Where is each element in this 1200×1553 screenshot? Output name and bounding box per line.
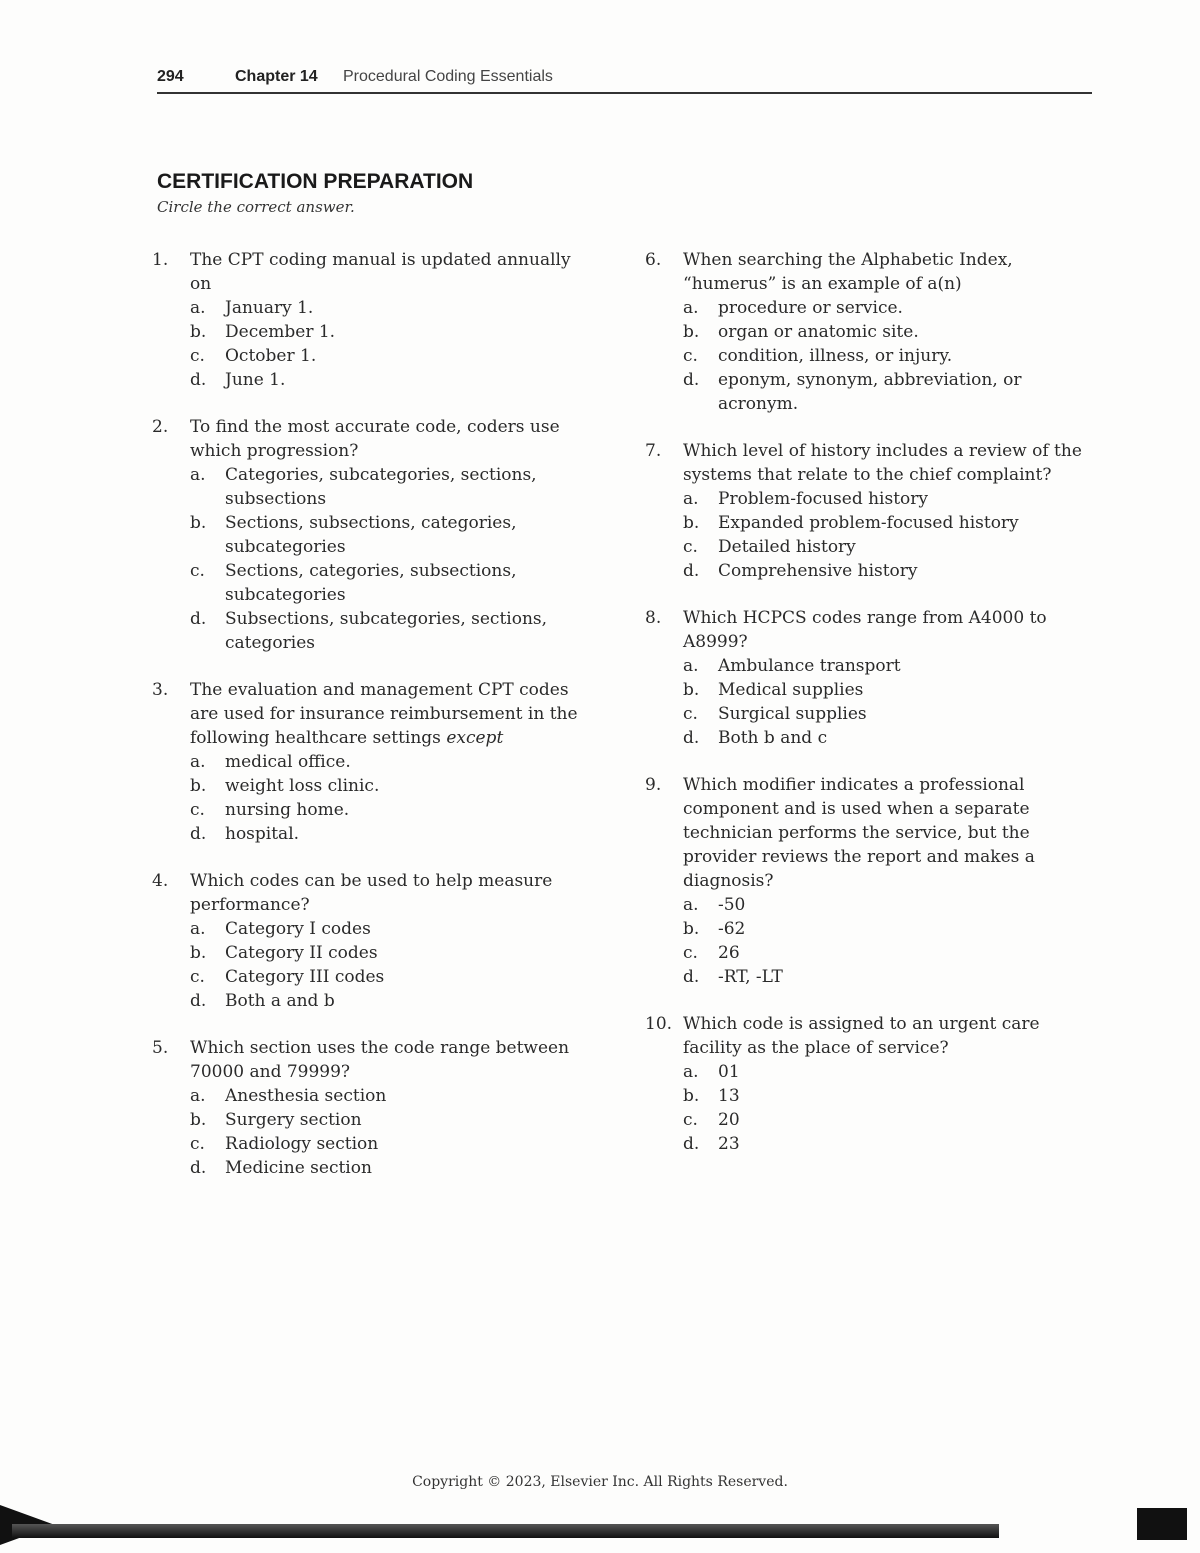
option-text: Both a and b bbox=[225, 991, 335, 1011]
option-text: weight loss clinic. bbox=[225, 776, 380, 796]
option-text: 23 bbox=[718, 1134, 740, 1154]
answer-option[interactable] bbox=[152, 559, 592, 607]
answer-option[interactable] bbox=[152, 1156, 592, 1180]
answer-option[interactable] bbox=[152, 1084, 592, 1108]
option-letter: c. bbox=[683, 943, 698, 963]
scan-corner-mark bbox=[1137, 1508, 1187, 1540]
question-7 bbox=[645, 439, 1085, 583]
answer-option[interactable] bbox=[645, 893, 1085, 917]
option-letter: c. bbox=[190, 1134, 205, 1154]
option-text: -62 bbox=[718, 919, 746, 939]
answer-option[interactable] bbox=[152, 511, 592, 559]
question-2 bbox=[152, 415, 592, 655]
answer-option[interactable] bbox=[645, 1108, 1085, 1132]
option-letter: c. bbox=[190, 346, 205, 366]
answer-option[interactable] bbox=[645, 1084, 1085, 1108]
option-text: organ or anatomic site. bbox=[718, 322, 919, 342]
question-text: Which codes can be used to help measure performance? bbox=[190, 871, 553, 915]
question-5 bbox=[152, 1036, 592, 1180]
question-9 bbox=[645, 773, 1085, 989]
answer-option[interactable] bbox=[645, 1060, 1085, 1084]
question-column-left bbox=[152, 248, 592, 1203]
question-number: 8. bbox=[645, 608, 662, 628]
question-number: 3. bbox=[152, 680, 169, 700]
page-header bbox=[157, 66, 1092, 94]
question-text: The CPT coding manual is updated annually on bbox=[190, 250, 571, 294]
question-text: Which modifier indicates a professional component and is used when a separate technician performs the service, but the provider reviews the report and makes a diagnosis? bbox=[683, 775, 1035, 891]
question-number: 2. bbox=[152, 417, 169, 437]
answer-option[interactable] bbox=[645, 487, 1085, 511]
option-letter: c. bbox=[683, 704, 698, 724]
option-text: 20 bbox=[718, 1110, 740, 1130]
option-text: Category II codes bbox=[225, 943, 378, 963]
answer-option[interactable] bbox=[645, 917, 1085, 941]
option-text: October 1. bbox=[225, 346, 317, 366]
option-letter: b. bbox=[190, 513, 207, 533]
option-text: hospital. bbox=[225, 824, 300, 844]
answer-option[interactable] bbox=[152, 344, 592, 368]
answer-option[interactable] bbox=[645, 535, 1085, 559]
question-text: Which section uses the code range between 70000 and 79999? bbox=[190, 1038, 570, 1082]
question-4 bbox=[152, 869, 592, 1013]
option-text: Detailed history bbox=[718, 537, 856, 557]
option-letter: b. bbox=[190, 1110, 207, 1130]
option-text: 01 bbox=[718, 1062, 740, 1082]
answer-option[interactable] bbox=[645, 678, 1085, 702]
option-text: Both b and c bbox=[718, 728, 828, 748]
answer-option[interactable] bbox=[645, 654, 1085, 678]
answer-option[interactable] bbox=[645, 296, 1085, 320]
answer-option[interactable] bbox=[645, 559, 1085, 583]
option-text: June 1. bbox=[225, 370, 286, 390]
option-letter: c. bbox=[190, 800, 205, 820]
option-text: Surgery section bbox=[225, 1110, 362, 1130]
answer-option[interactable] bbox=[645, 320, 1085, 344]
answer-option[interactable] bbox=[645, 965, 1085, 989]
option-letter: d. bbox=[190, 370, 207, 390]
option-text: nursing home. bbox=[225, 800, 350, 820]
option-letter: b. bbox=[190, 776, 207, 796]
question-number: 10. bbox=[645, 1014, 673, 1034]
option-text: Sections, categories, subsections, subcategories bbox=[225, 561, 517, 605]
scan-bottom-bar bbox=[12, 1524, 999, 1538]
answer-option[interactable] bbox=[645, 941, 1085, 965]
option-text: Category III codes bbox=[225, 967, 385, 987]
option-letter: b. bbox=[683, 1086, 700, 1106]
option-letter: a. bbox=[190, 1086, 206, 1106]
option-letter: a. bbox=[190, 919, 206, 939]
answer-option[interactable] bbox=[152, 368, 592, 392]
option-letter: b. bbox=[190, 943, 207, 963]
answer-option[interactable] bbox=[152, 607, 592, 655]
option-letter: a. bbox=[683, 656, 699, 676]
option-letter: d. bbox=[683, 1134, 700, 1154]
option-letter: a. bbox=[683, 489, 699, 509]
option-text: Problem-focused history bbox=[718, 489, 929, 509]
option-letter: d. bbox=[190, 991, 207, 1011]
option-text: Comprehensive history bbox=[718, 561, 918, 581]
answer-option[interactable] bbox=[152, 750, 592, 774]
question-1 bbox=[152, 248, 592, 392]
question-column-right bbox=[645, 248, 1085, 1179]
answer-option[interactable] bbox=[645, 726, 1085, 750]
answer-option[interactable] bbox=[152, 798, 592, 822]
option-text: December 1. bbox=[225, 322, 336, 342]
question-number: 6. bbox=[645, 250, 662, 270]
question-6 bbox=[645, 248, 1085, 416]
question-10 bbox=[645, 1012, 1085, 1156]
option-text: Medical supplies bbox=[718, 680, 864, 700]
question-3 bbox=[152, 678, 592, 846]
option-letter: a. bbox=[190, 752, 206, 772]
option-letter: a. bbox=[683, 1062, 699, 1082]
answer-option[interactable] bbox=[645, 511, 1085, 535]
answer-option[interactable] bbox=[152, 320, 592, 344]
option-text: condition, illness, or injury. bbox=[718, 346, 953, 366]
answer-option[interactable] bbox=[152, 774, 592, 798]
option-letter: d. bbox=[190, 824, 207, 844]
question-number: 7. bbox=[645, 441, 662, 461]
option-text: 13 bbox=[718, 1086, 740, 1106]
page-number: 294 bbox=[157, 68, 184, 85]
answer-option[interactable] bbox=[152, 1108, 592, 1132]
answer-option[interactable] bbox=[645, 702, 1085, 726]
question-number: 5. bbox=[152, 1038, 169, 1058]
option-letter: d. bbox=[683, 967, 700, 987]
option-text: 26 bbox=[718, 943, 740, 963]
option-letter: d. bbox=[683, 561, 700, 581]
answer-option[interactable] bbox=[152, 1132, 592, 1156]
option-letter: b. bbox=[683, 322, 700, 342]
option-letter: d. bbox=[190, 609, 207, 629]
option-text: -RT, -LT bbox=[718, 967, 783, 987]
option-letter: d. bbox=[683, 728, 700, 748]
question-text: To find the most accurate code, coders use which progression? bbox=[190, 417, 560, 461]
answer-option[interactable] bbox=[152, 296, 592, 320]
answer-option[interactable] bbox=[645, 344, 1085, 368]
option-letter: c. bbox=[683, 346, 698, 366]
answer-option[interactable] bbox=[645, 1132, 1085, 1156]
section-instruction: Circle the correct answer. bbox=[157, 198, 355, 216]
option-text: Radiology section bbox=[225, 1134, 379, 1154]
question-number: 1. bbox=[152, 250, 169, 270]
option-text: -50 bbox=[718, 895, 746, 915]
option-letter: d. bbox=[190, 1158, 207, 1178]
option-text: medical office. bbox=[225, 752, 351, 772]
option-text: Subsections, subcategories, sections, categories bbox=[225, 609, 548, 653]
question-text: The evaluation and management CPT codes are used for insurance reimbursement in the following healthcare settings bbox=[190, 680, 578, 748]
option-letter: c. bbox=[190, 561, 205, 581]
answer-option[interactable] bbox=[645, 368, 1085, 416]
option-letter: c. bbox=[683, 1110, 698, 1130]
option-letter: a. bbox=[190, 465, 206, 485]
answer-option[interactable] bbox=[152, 463, 592, 511]
option-text: Ambulance transport bbox=[718, 656, 901, 676]
question-text: Which code is assigned to an urgent care facility as the place of service? bbox=[683, 1014, 1040, 1058]
copyright-footer: Copyright © 2023, Elsevier Inc. All Rights Reserved. bbox=[412, 1474, 788, 1490]
question-number: 9. bbox=[645, 775, 662, 795]
option-letter: b. bbox=[190, 322, 207, 342]
option-text: Anesthesia section bbox=[225, 1086, 387, 1106]
answer-option[interactable] bbox=[152, 989, 592, 1013]
option-text: Expanded problem-focused history bbox=[718, 513, 1019, 533]
question-text: When searching the Alphabetic Index, “humerus” is an example of a(n) bbox=[683, 250, 1013, 294]
option-letter: c. bbox=[190, 967, 205, 987]
option-text: Medicine section bbox=[225, 1158, 372, 1178]
question-number: 4. bbox=[152, 871, 169, 891]
option-letter: a. bbox=[683, 895, 699, 915]
answer-option[interactable] bbox=[152, 917, 592, 941]
option-letter: a. bbox=[190, 298, 206, 318]
option-letter: b. bbox=[683, 919, 700, 939]
answer-option[interactable] bbox=[152, 941, 592, 965]
section-title: CERTIFICATION PREPARATION bbox=[157, 170, 474, 193]
question-emphasis: except bbox=[446, 728, 504, 748]
option-text: eponym, synonym, abbreviation, or acronym. bbox=[718, 370, 1022, 414]
chapter-title: Procedural Coding Essentials bbox=[343, 68, 553, 85]
chapter-label: Chapter 14 bbox=[235, 68, 318, 85]
option-letter: a. bbox=[683, 298, 699, 318]
option-letter: c. bbox=[683, 537, 698, 557]
option-text: Category I codes bbox=[225, 919, 371, 939]
answer-option[interactable] bbox=[152, 965, 592, 989]
option-text: January 1. bbox=[225, 298, 314, 318]
question-8 bbox=[645, 606, 1085, 750]
question-text: Which HCPCS codes range from A4000 to A8999? bbox=[683, 608, 1047, 652]
option-text: Categories, subcategories, sections, subsections bbox=[225, 465, 537, 509]
option-letter: b. bbox=[683, 680, 700, 700]
question-text: Which level of history includes a review of the systems that relate to the chief complaint? bbox=[683, 441, 1082, 485]
option-text: Surgical supplies bbox=[718, 704, 867, 724]
option-letter: b. bbox=[683, 513, 700, 533]
option-text: procedure or service. bbox=[718, 298, 903, 318]
option-letter: d. bbox=[683, 370, 700, 390]
option-text: Sections, subsections, categories, subcategories bbox=[225, 513, 517, 557]
answer-option[interactable] bbox=[152, 822, 592, 846]
